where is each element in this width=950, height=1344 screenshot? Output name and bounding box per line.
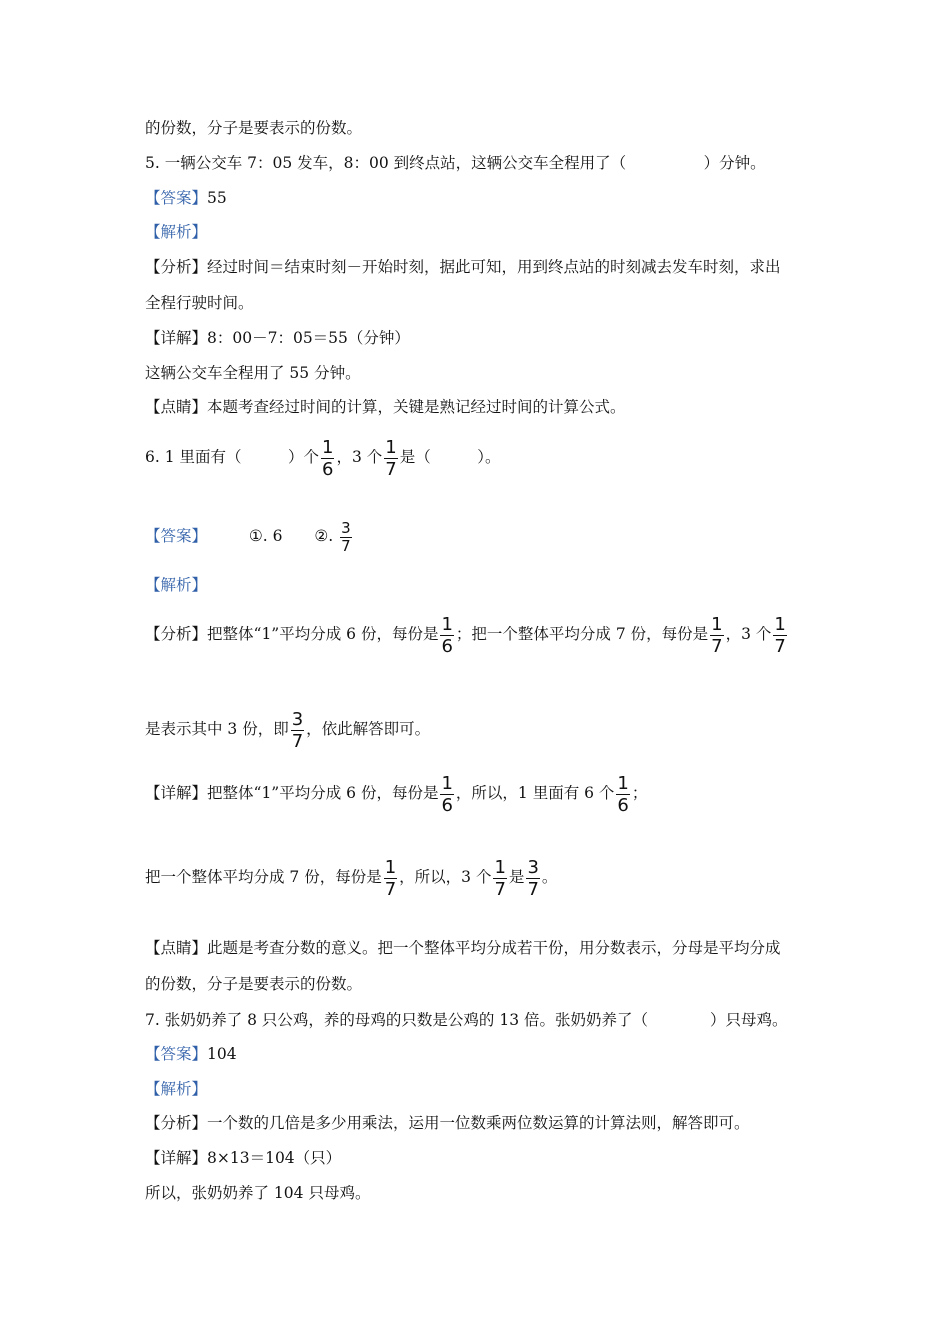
q6-answer-1: ①. 6	[248, 527, 283, 545]
frac-num: 1	[774, 613, 786, 635]
frac-num: 1	[441, 772, 453, 794]
frac-num: 1	[711, 613, 723, 635]
q6-dianjing-line2: 的份数，分子是要表示的份数。	[145, 975, 363, 993]
q6-fenxi-a: 把整体“1”平均分成 6 份，每份是	[207, 625, 439, 643]
q7-xiangjie-text: 8×13＝104（只）	[207, 1149, 342, 1167]
q5-fenxi-text1: 经过时间＝结束时刻－开始时刻，据此可知，用到终点站的时刻减去发车时刻，求出	[207, 258, 781, 276]
q7-answer: 104	[207, 1045, 237, 1063]
q6-xj1-b: ，所以，1 里面有 6 个	[455, 784, 615, 802]
answer-tag: 【答案】	[145, 527, 208, 545]
q6-text-a: 6. 1 里面有（ ）个	[145, 448, 320, 466]
q6-fenxi2-b: ，依此解答即可。	[306, 720, 431, 738]
answer-tag: 【答案】	[145, 189, 208, 207]
q6-dianjing-text1: 此题是考查分数的意义。把一个整体平均分成若干份，用分数表示，分母是平均分成	[207, 939, 781, 957]
fraction-1-7	[710, 614, 723, 657]
dianjing-tag: 【点睛】	[145, 939, 208, 957]
fraction-3-7	[340, 520, 352, 555]
frac-den: 7	[527, 878, 539, 900]
fraction-1-6	[616, 773, 629, 816]
fenxi-tag: 【分析】	[145, 1114, 208, 1132]
q5-dianjing-text: 本题考查经过时间的计算，关键是熟记经过时间的计算公式。	[207, 398, 626, 416]
q6-text-b: ，3 个	[336, 448, 383, 466]
q5-jiexi-tag: 【解析】	[145, 223, 208, 241]
frac-num: 3	[341, 518, 351, 537]
text-line: 的份数，分子是要表示的份数。	[145, 119, 363, 137]
fenxi-tag: 【分析】	[145, 258, 208, 276]
q5-dianjing-line	[145, 397, 626, 417]
q6-xiangjie-line2	[145, 854, 557, 900]
q6-xj2-a: 把一个整体平均分成 7 份，每份是	[145, 868, 382, 886]
q7-fenxi-text: 一个数的几倍是多少用乘法，运用一位数乘两位数运算的计算法则，解答即可。	[207, 1114, 750, 1132]
frac-num: 3	[291, 708, 304, 730]
q5-answer-line	[145, 188, 227, 208]
frac-den: 6	[322, 458, 334, 480]
q7-jiexi-tag: 【解析】	[145, 1080, 208, 1098]
q5-fenxi-line2: 全程行驶时间。	[145, 294, 254, 312]
answer-tag: 【答案】	[145, 1045, 208, 1063]
fraction-1-7	[773, 614, 786, 657]
q6-xj1-a: 把整体“1”平均分成 6 份，每份是	[207, 784, 439, 802]
q5-result: 这辆公交车全程用了 55 分钟。	[145, 364, 361, 382]
frac-den: 7	[494, 878, 506, 900]
q6-answer-line	[145, 514, 354, 558]
q6-xiangjie-line1	[145, 770, 647, 816]
q6-jiexi-tag: 【解析】	[145, 576, 208, 594]
q7-answer-line	[145, 1044, 237, 1064]
dianjing-tag: 【点睛】	[145, 398, 208, 416]
frac-num: 1	[385, 436, 397, 458]
fraction-1-7	[384, 437, 397, 480]
question-7: 7. 张奶奶养了 8 只公鸡，养的母鸡的只数是公鸡的 13 倍。张奶奶养了（ ）只母鸡。	[145, 1011, 788, 1029]
frac-den: 7	[291, 730, 304, 752]
frac-den: 7	[384, 878, 397, 900]
frac-num: 1	[494, 856, 506, 878]
xiangjie-tag: 【详解】	[145, 329, 208, 347]
fraction-1-7	[384, 857, 397, 900]
frac-den: 6	[441, 794, 453, 816]
q5-answer: 55	[207, 189, 227, 207]
q6-dianjing-line1	[145, 938, 781, 958]
fraction-1-7	[493, 857, 506, 900]
q6-fenxi-line1	[145, 611, 789, 657]
q5-fenxi-line1	[145, 257, 781, 277]
q5-xiangjie-line	[145, 328, 410, 348]
q5-xiangjie-text: 8：00－7：05＝55（分钟）	[207, 329, 410, 347]
fraction-1-6	[440, 773, 453, 816]
q6-text-c: 是（ ）。	[399, 448, 501, 466]
fraction-3-7	[291, 709, 304, 752]
fraction-1-6	[440, 614, 453, 657]
q7-xiangjie-line	[145, 1148, 341, 1168]
q7-result: 所以，张奶奶养了 104 只母鸡。	[145, 1184, 371, 1202]
frac-num: 1	[384, 856, 397, 878]
frac-num: 1	[617, 772, 629, 794]
question-5: 5. 一辆公交车 7：05 发车，8：00 到终点站，这辆公交车全程用了（ ）分钟。	[145, 154, 766, 172]
q6-xj1-c: ；	[631, 784, 648, 802]
frac-den: 7	[385, 458, 397, 480]
q6-fenxi2-a: 是表示其中 3 份，即	[145, 720, 289, 738]
fenxi-tag: 【分析】	[145, 625, 208, 643]
frac-num: 1	[441, 613, 453, 635]
frac-den: 7	[341, 536, 351, 555]
q7-fenxi-line	[145, 1113, 750, 1133]
q6-xj2-b: ，所以，3 个	[399, 868, 492, 886]
fraction-3-7	[526, 857, 539, 900]
q6-answer-2: ②.	[314, 527, 334, 545]
q6-fenxi-line2	[145, 706, 430, 752]
frac-den: 6	[617, 794, 629, 816]
frac-num: 3	[527, 856, 539, 878]
q6-fenxi-b: ；把一个整体平均分成 7 份，每份是	[455, 625, 709, 643]
frac-den: 7	[711, 635, 723, 657]
xiangjie-tag: 【详解】	[145, 784, 208, 802]
frac-den: 7	[774, 635, 786, 657]
q6-fenxi-c: ，3 个	[725, 625, 772, 643]
q6-xj2-d: 。	[541, 868, 558, 886]
frac-num: 1	[322, 436, 334, 458]
xiangjie-tag: 【详解】	[145, 1149, 208, 1167]
q6-xj2-c: 是	[508, 868, 525, 886]
frac-den: 6	[441, 635, 453, 657]
question-6	[145, 434, 500, 480]
fraction-1-6	[321, 437, 334, 480]
